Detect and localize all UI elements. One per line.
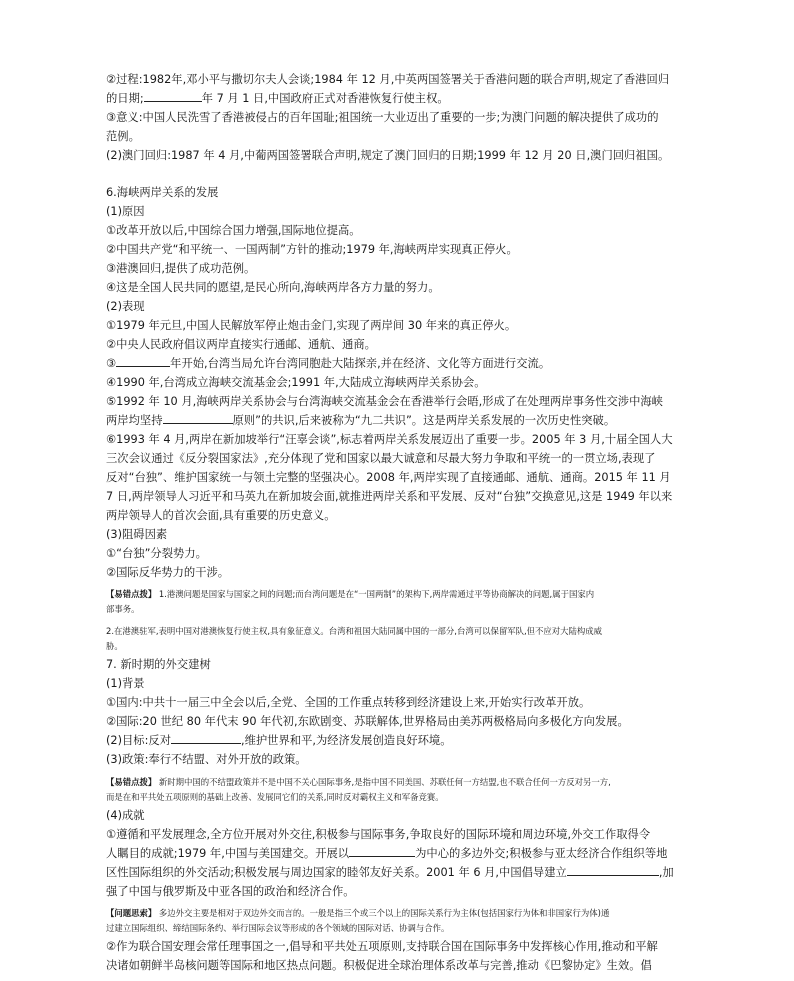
line-text: 强了中国与俄罗斯及中亚各国的政治和经济合作。 xyxy=(106,885,355,898)
line-text: 新时期中国的不结盟政策并不是中国不关心国际事务,是指中国不同美国、苏联任何一方结盟,也不联合任何一方反对另一方, xyxy=(156,777,611,787)
note-tag: 【易错点拨】 xyxy=(106,777,157,787)
text-line xyxy=(106,674,706,693)
note-tag: 【问题思索】 xyxy=(106,908,157,918)
text-line xyxy=(106,278,706,297)
text-line xyxy=(106,240,706,259)
line-text: ②过程:1982年,邓小平与撒切尔夫人会谈;1984 年 12 月,中英两国签署关于香港问题的联合声明,规定了香港回归 xyxy=(106,73,670,86)
line-text: 为中心的多边外交;积极参与亚太经济合作组织等地 xyxy=(415,847,668,860)
line-text: 胁。 xyxy=(106,641,123,651)
line-text: 过建立国际组织、缔结国际条约、举行国际会议等形成的各个领域的国际对话、协调与合作。 xyxy=(106,923,450,933)
line-text: ④1990 年,台湾成立海峡交流基金会;1991 年,大陆成立海峡两岸关系协会。 xyxy=(106,376,486,389)
line-text: (2)表现 xyxy=(106,300,145,313)
line-text: 两岸均坚持 xyxy=(106,414,163,427)
line-text: 而是在和平共处五项原则的基础上改善、发展同它们的关系,同时反对霸权主义和军备竞赛。 xyxy=(106,792,444,802)
text-line xyxy=(106,70,706,89)
fill-in-blank[interactable] xyxy=(567,863,659,876)
text-line xyxy=(106,183,706,202)
line-text: (3)政策:奉行不结盟、对外开放的政策。 xyxy=(106,753,307,766)
line-text: 原则”的共识,后来被称为“九二共识”。这是两岸关系发展的一次历史性突破。 xyxy=(232,414,616,427)
text-line xyxy=(106,844,706,863)
text-line xyxy=(106,750,706,769)
line-text: ②中央人民政府倡议两岸直接实行通邮、通航、通商。 xyxy=(106,338,376,351)
line-text: 2.在港澳驻军,表明中国对港澳恢复行使主权,具有象征意义。台湾和祖国大陆同属中国的一部分,台湾可以保留军队,但不应对大陆构成威 xyxy=(106,626,603,636)
text-line xyxy=(106,89,706,108)
line-text: 7 日,两岸领导人习近平和马英九在新加坡会面,就推进两岸关系和平发展、反对“台独”交换意见,这是 1949 年以来 xyxy=(106,490,673,503)
text-line xyxy=(106,221,706,240)
text-line xyxy=(106,693,706,712)
line-text: 年开始,台湾当局允许台湾同胞赴大陆探亲,并在经济、文化等方面进行交流。 xyxy=(170,357,551,370)
line-text: 的日期; xyxy=(106,92,144,105)
text-line xyxy=(106,430,706,449)
line-text: (2)目标:反对 xyxy=(106,734,171,747)
line-text: 年 7 月 1 日,中国政府正式对香港恢复行使主权。 xyxy=(201,92,449,105)
line-text: ①国内:中共十一届三中全会以后,全党、全国的工作重点转移到经济建设上来,开始实行改革开放。 xyxy=(106,696,591,709)
line-text: 7. 新时期的外交建树 xyxy=(106,658,211,671)
text-line xyxy=(106,563,706,582)
line-text: 1.港澳问题是国家与国家之间的问题;而台湾问题是在“一国两制”的架构下,两岸需通过平等协商解决的问题,属于国家内 xyxy=(156,589,595,599)
text-line xyxy=(106,882,706,901)
line-text: 决诸如朝鲜半岛核问题等国际和地区热点问题。积极促进全球治理体系改革与完善,推动《巴黎协定》生效。倡 xyxy=(106,959,652,972)
text-line xyxy=(106,487,706,506)
text-line xyxy=(106,411,706,430)
line-text: ⑤1992 年 10 月,海峡两岸关系协会与台湾海峡交流基金会在香港举行会晤,形成了在处理两岸事务性交涉中海峡 xyxy=(106,395,663,408)
text-line xyxy=(106,146,706,165)
text-line xyxy=(106,825,706,844)
text-line xyxy=(106,108,706,127)
text-line xyxy=(106,127,706,146)
line-text: (3)阻碍因素 xyxy=(106,528,168,541)
line-text: ③意义:中国人民洗雪了香港被侵占的百年国耻;祖国统一大业迈出了重要的一步;为澳门问题的解决提供了成功的 xyxy=(106,111,659,124)
note-tag: 【易错点拨】 xyxy=(106,589,157,599)
text-line xyxy=(106,544,706,563)
text-line xyxy=(106,525,706,544)
line-text: 多边外交主要是相对于双边外交而言的。一般是指三个或三个以上的国际关系行为主体(包括国家行为体和非国家行为体)通 xyxy=(156,908,610,918)
text-line xyxy=(106,468,706,487)
line-text: 部事务。 xyxy=(106,604,140,614)
line-text: ①遵循和平发展理念,全方位开展对外交往,积极参与国际事务,争取良好的国际环境和周边环境,外交工作取得令 xyxy=(106,828,651,841)
text-line xyxy=(106,956,706,975)
line-text: ③ xyxy=(106,357,117,370)
line-text: ②中国共产党“和平统一、一国两制”方针的推动;1979 年,海峡两岸实现真正停火。 xyxy=(106,243,518,256)
fill-in-blank[interactable] xyxy=(171,731,241,744)
text-line xyxy=(106,297,706,316)
text-line xyxy=(106,335,706,354)
text-line xyxy=(106,354,706,373)
line-text: ③港澳回归,提供了成功范例。 xyxy=(106,262,256,275)
text-line xyxy=(106,655,706,674)
line-text: ⑥1993 年 4 月,两岸在新加坡举行“汪辜会谈”,标志着两岸关系发展迈出了重要一步。2005 年 3 月,十届全国人大 xyxy=(106,433,673,446)
line-text: 范例。 xyxy=(106,130,140,143)
text-line xyxy=(106,259,706,278)
text-line xyxy=(106,712,706,731)
line-text: ②作为联合国安理会常任理事国之一,倡导和平共处五项原则,支持联合国在国际事务中发挥核心作用,推动和平解 xyxy=(106,940,658,953)
line-text: (4)成就 xyxy=(106,809,145,822)
line-text: 区性国际组织的外交活动;积极发展与周边国家的睦邻友好关系。2001 年 6 月,中国倡导建立 xyxy=(106,866,567,879)
line-text: 三次会议通过《反分裂国家法》,充分体现了党和国家以最大诚意和尽最大努力争取和平统一的一贯立场,表现了 xyxy=(106,452,656,465)
line-text: 人瞩目的成就;1979 年,中国与美国建交。开展以 xyxy=(106,847,350,860)
text-line xyxy=(106,921,706,935)
line-text: ②国际:20 世纪 80 年代末 90 年代初,东欧剧变、苏联解体,世界格局由美苏两极格局向多极化方向发展。 xyxy=(106,715,629,728)
text-line xyxy=(106,449,706,468)
text-line xyxy=(106,937,706,956)
line-text: (1)原因 xyxy=(106,205,145,218)
text-line xyxy=(106,202,706,221)
line-text: ②国际反华势力的干涉。 xyxy=(106,566,230,579)
line-text: ,维护世界和平,为经济发展创造良好环境。 xyxy=(241,734,452,747)
text-line xyxy=(106,316,706,335)
text-line xyxy=(106,806,706,825)
line-text: ①“台独”分裂势力。 xyxy=(106,547,207,560)
line-text: ,加 xyxy=(658,866,674,879)
fill-in-blank[interactable] xyxy=(144,89,202,102)
line-text: 6.海峡两岸关系的发展 xyxy=(106,186,219,199)
line-text: ①改革开放以后,中国综合国力增强,国际地位提高。 xyxy=(106,224,361,237)
line-text: 两岸领导人的首次会面,具有重要的历史意义。 xyxy=(106,509,336,522)
text-line xyxy=(106,506,706,525)
line-text: 反对“台独”、维护国家统一与领土完整的坚强决心。2008 年,两岸实现了直接通邮、通航、通商。2015 年 11 月 xyxy=(106,471,671,484)
text-line xyxy=(106,602,706,616)
line-text: (1)背景 xyxy=(106,677,145,690)
text-line xyxy=(106,906,706,920)
fill-in-blank[interactable] xyxy=(116,354,170,367)
text-line xyxy=(106,624,706,638)
fill-in-blank[interactable] xyxy=(163,411,233,424)
text-line xyxy=(106,731,706,750)
text-line xyxy=(106,775,706,789)
text-line xyxy=(106,790,706,804)
line-text: ④这是全国人民共同的愿望,是民心所向,海峡两岸各方力量的努力。 xyxy=(106,281,440,294)
text-line xyxy=(106,587,706,601)
text-line xyxy=(106,863,706,882)
line-text: (2)澳门回归:1987 年 4 月,中葡两国签署联合声明,规定了澳门回归的日期;1999 年 12 月 20 日,澳门回归祖国。 xyxy=(106,149,670,162)
fill-in-blank[interactable] xyxy=(349,844,415,857)
text-line xyxy=(106,392,706,411)
text-line xyxy=(106,639,706,653)
line-text: ①1979 年元旦,中国人民解放军停止炮击金门,实现了两岸间 30 年来的真正停火。 xyxy=(106,319,517,332)
text-line xyxy=(106,373,706,392)
